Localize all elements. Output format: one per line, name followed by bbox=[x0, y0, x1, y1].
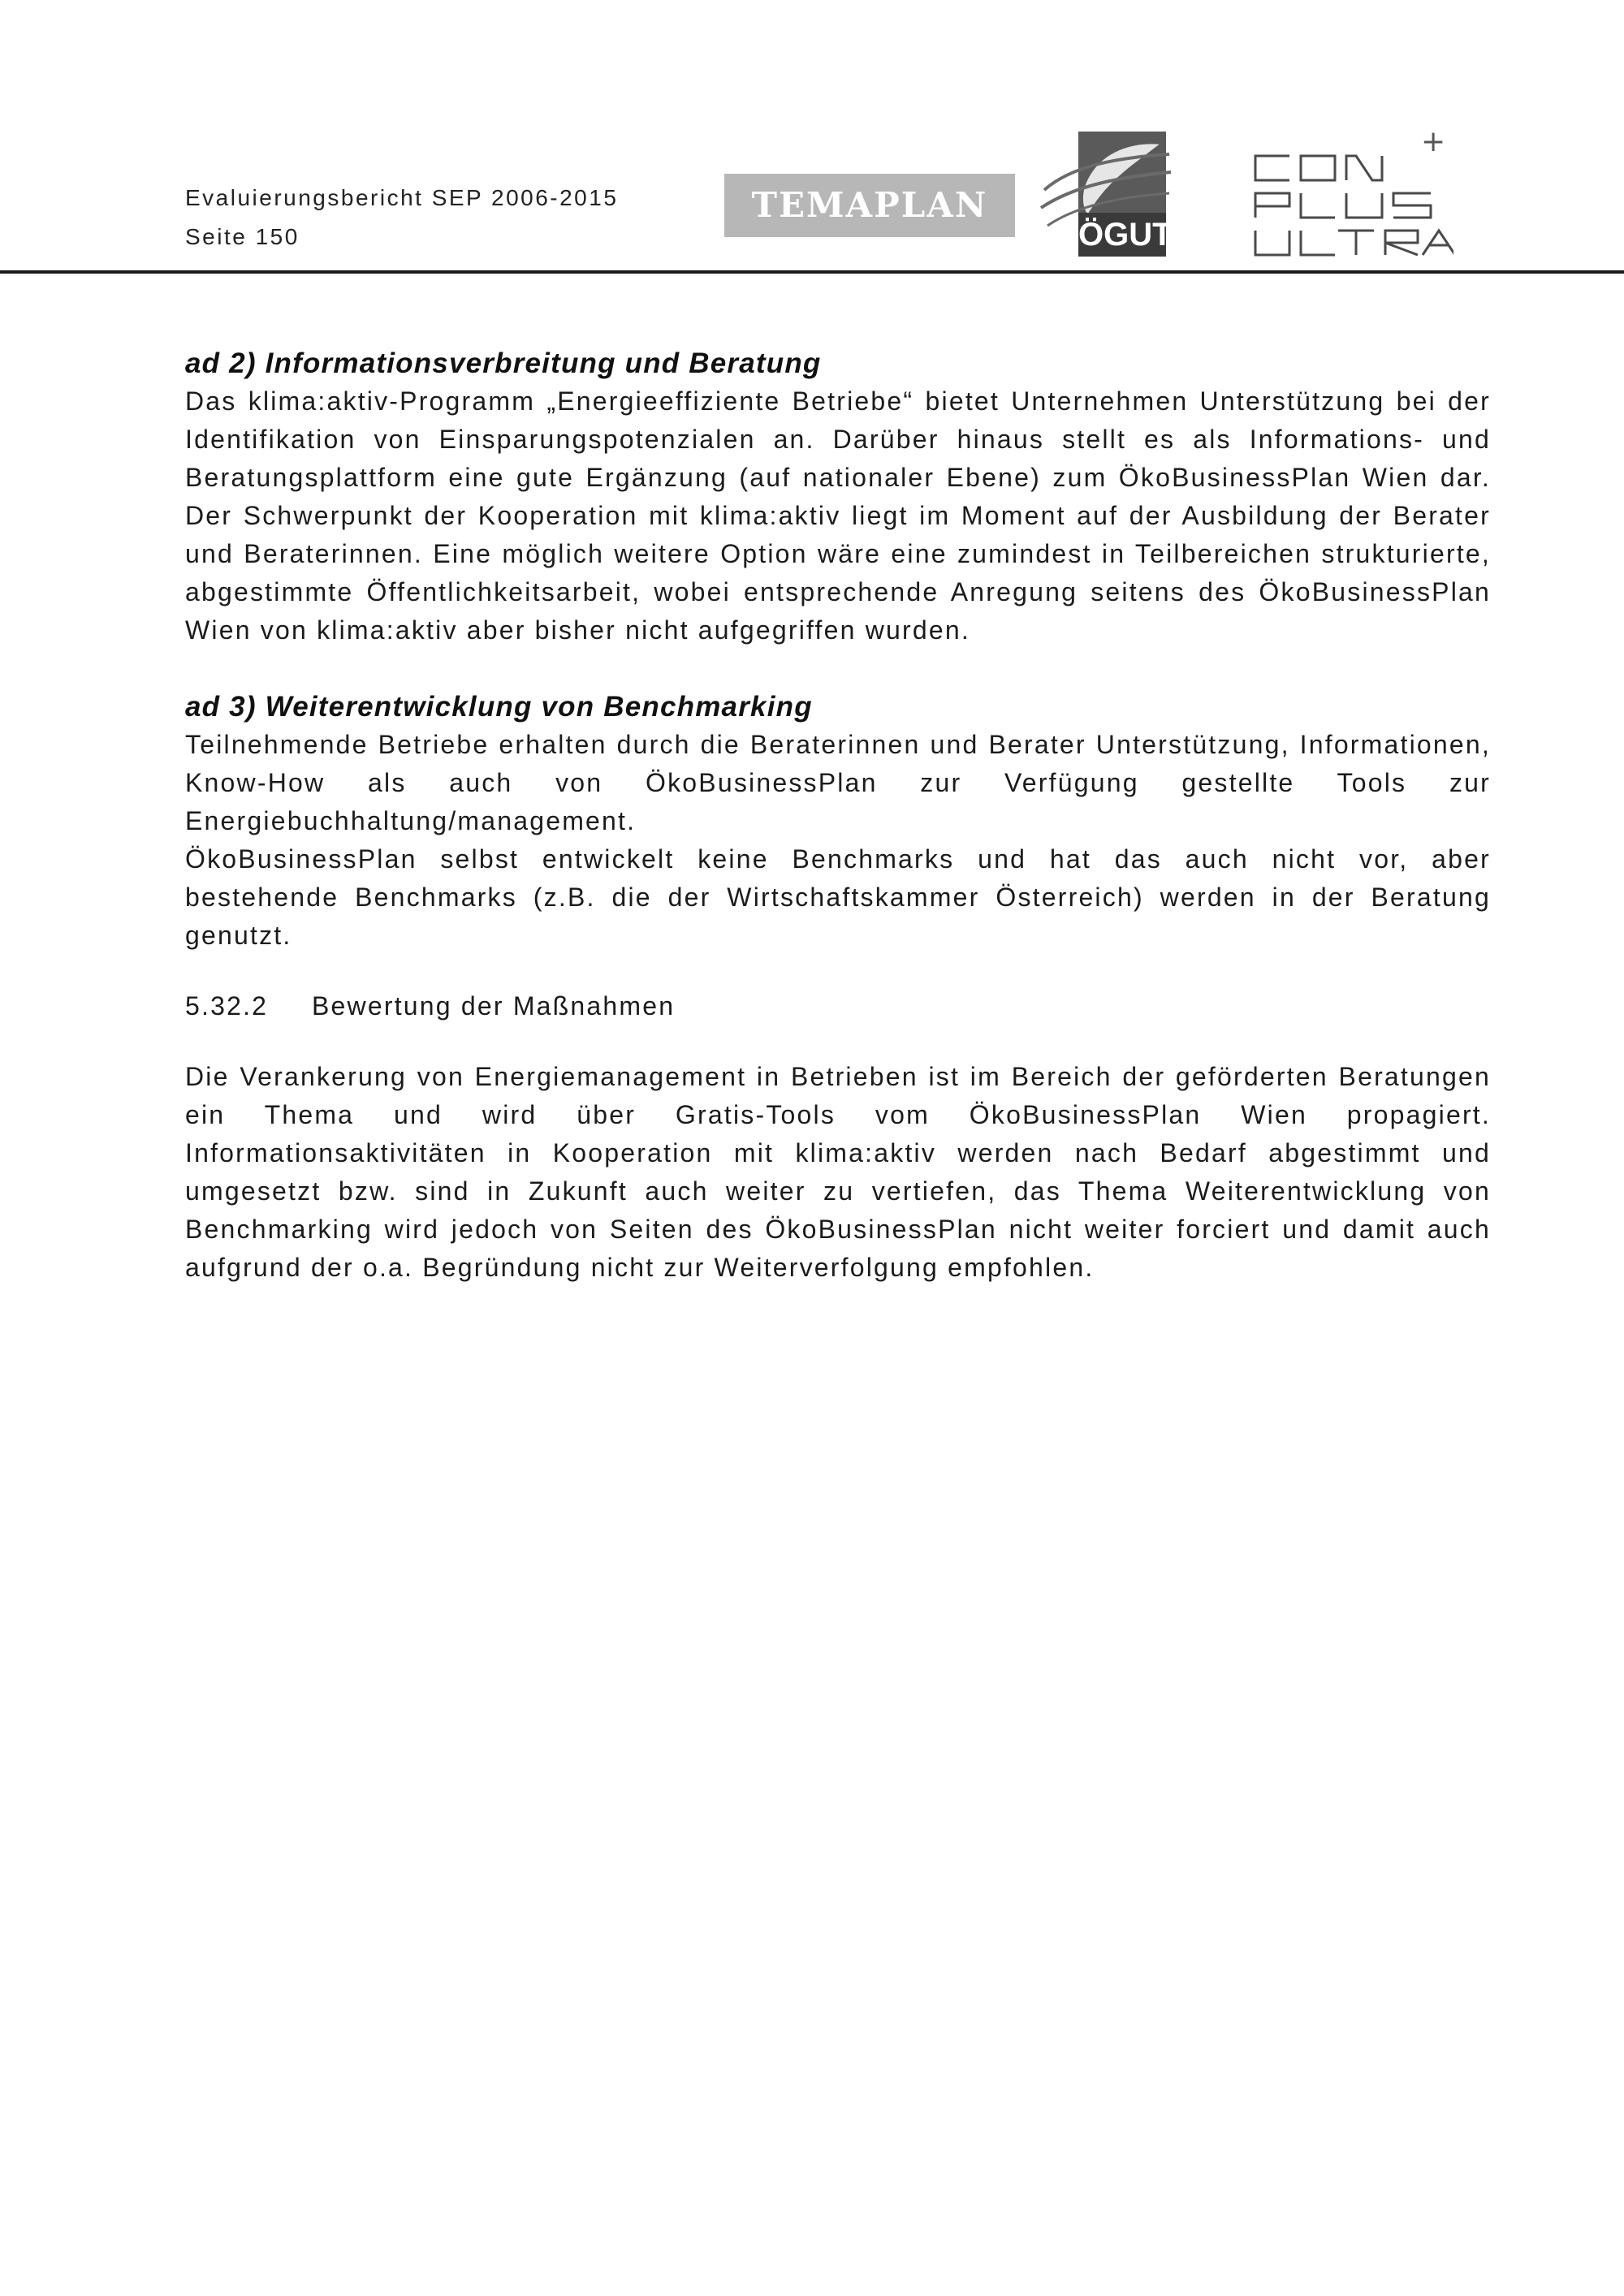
header-divider bbox=[0, 270, 1624, 274]
header-meta bbox=[185, 179, 618, 257]
plus-mark: + bbox=[1421, 125, 1446, 158]
section-heading-info: ad 2) Informationsverbreitung und Beratung bbox=[185, 347, 822, 379]
subsection-number: 5.32.2 bbox=[185, 991, 269, 1021]
report-title: Evaluierungsbericht SEP 2006-2015 bbox=[185, 185, 619, 210]
paragraph-benchmarking-2: ÖkoBusinessPlan selbst entwickelt keine Benchmarks und hat das auch nicht vor, aber bestehende Benchmarks (z.B. die der Wirtschaftskammer Österreich) werden in der Beratung genutzt. bbox=[185, 844, 1491, 950]
ogut-logo-text: ÖGUT bbox=[1078, 217, 1173, 252]
ogut-logo bbox=[1039, 130, 1177, 260]
paragraph-evaluation: Die Verankerung von Energiemanagement in Betrieben ist im Bereich der geförderten Beratungen ein Thema und wird über Gratis-Tools vom ÖkoBusinessPlan Wien propagiert. Informationsaktivitäten in Kooperation mit klima:aktiv werden nach Bedarf abgestimmt und umgesetzt bzw. sind in Zukunft auch weiter zu vertiefen, das Thema Weiterentwicklung von Benchmarking wird jedoch von Seiten des ÖkoBusinessPlan nicht weiter forciert und damit auch aufgrund der o.a. Begründung nicht zur Weiterverfolgung empfohlen. bbox=[185, 1062, 1491, 1282]
con-plus-ultra-logo bbox=[1250, 125, 1453, 266]
paragraph-info: Das klima:aktiv-Programm „Energieeffiziente Betriebe“ bietet Unternehmen Unterstützung bei der Identifikation von Einsparungspotenzialen an. Darüber hinaus stellt es als Informations- und Beratungsplattform eine gute Ergänzung (auf nationaler Ebene) zum ÖkoBusinessPlan Wien dar. Der Schwerpunkt der Kooperation mit klima:aktiv liegt im Moment auf der Ausbildung der Berater und Beraterinnen. Eine möglich weitere Option wäre eine zumindest in Teilbereichen strukturierte, abgestimmte Öffentlichkeitsarbeit, wobei entsprechende Anregung seitens des ÖkoBusinessPlan Wien von klima:aktiv aber bisher nicht aufgegriffen wurden. bbox=[185, 386, 1491, 645]
temaplan-logo-text: TEMAPLAN bbox=[751, 185, 988, 225]
temaplan-logo bbox=[724, 174, 1015, 237]
page-header bbox=[0, 0, 1624, 276]
section-heading-benchmarking: ad 3) Weiterentwicklung von Benchmarking bbox=[185, 691, 813, 723]
page-body bbox=[185, 344, 1491, 1287]
subsection-title: Bewertung der Maßnahmen bbox=[312, 991, 676, 1021]
page-number: Seite 150 bbox=[185, 224, 300, 249]
paragraph-benchmarking-1: Teilnehmende Betriebe erhalten durch die Beraterinnen und Berater Unterstützung, Informationen, Know-How als auch von ÖkoBusinessPlan zur Verfügung gestellte Tools zur Energiebuchhaltung/management. bbox=[185, 730, 1491, 835]
subsection-heading bbox=[185, 987, 1491, 1025]
